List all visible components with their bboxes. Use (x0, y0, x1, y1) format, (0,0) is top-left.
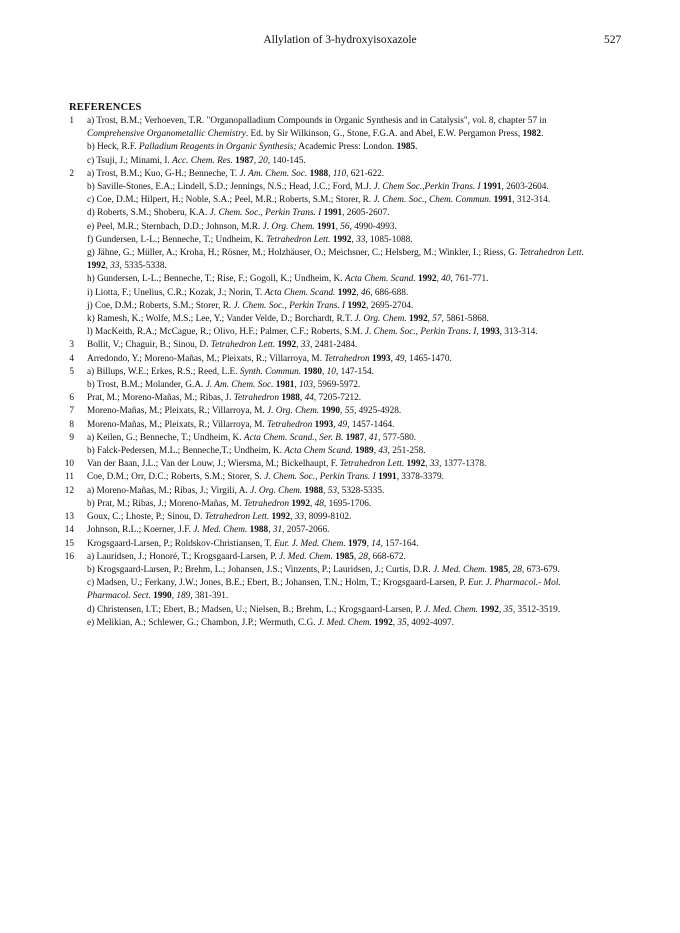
reference-item (60, 432, 600, 458)
citation-entry (87, 419, 600, 432)
reference-number: 6 (69, 393, 74, 404)
citation-italic-text: J. Am. Chem. Soc. (205, 380, 274, 391)
reference-number: 12 (64, 485, 74, 496)
citation-text: , 2695-2704. (366, 300, 414, 311)
citation-text: e) Peel, M.R.; Sternbach, D.D.; Johnson, M.R. (87, 221, 263, 232)
citation-italic-text: 55 (344, 406, 354, 417)
citation-text: , (253, 155, 259, 166)
citation-text: e) Melikian, A.; Schlewer, G.; Chambon, J.P.; Wermuth, C.G. (87, 617, 318, 628)
citation-italic-text: 20 (258, 155, 268, 166)
citation-italic-text: Tetrahedron (324, 353, 370, 364)
citation-year: 1991 (317, 221, 336, 232)
citation-text: , 4092-4097. (406, 617, 454, 628)
citation-entry (87, 577, 600, 603)
citation-year: 1987 (345, 432, 365, 443)
citation-year: 1992 (409, 314, 428, 325)
citation-italic-text: J. Org. Chem. (262, 221, 315, 232)
citation-italic-text: 41 (368, 432, 379, 443)
citation-text: a) Keilen, G.; Benneche, T.; Undheim, K. (87, 432, 244, 443)
citation-entry (87, 432, 600, 445)
citation-text: b) Saville-Stones, E.A.; Lindell, S.D.; Jennings, N.S.; Head, J.C.; Ford, M.J. (87, 182, 374, 193)
reference-item (60, 353, 600, 366)
citation-year: 1979 (347, 538, 367, 549)
citation-text: f) Gundersen, L-L.; Benneche, T.; Undheim, K. (87, 234, 267, 245)
citation-text: , 686-688. (370, 287, 409, 298)
reference-body (87, 538, 600, 551)
citation-italic-text: Tetrahedron Lett. (339, 459, 405, 470)
citation-italic-text: Eur. J. Med. Chem. (274, 538, 346, 549)
reference-item (60, 339, 600, 352)
citation-text: c) Coe, D.M.; Hilpert, H.; Noble, S.A.; Peel, M.R.; Roberts, S.M.; Storer, R. (87, 195, 374, 206)
citation-text: d) Roberts, S.M.; Shoberu, K.A. (87, 208, 210, 219)
citation-text: , (353, 551, 359, 562)
citation-text: k) Ramesh, K.; Wolfe, M.S.; Lee, Y.; Vander Velde, D.; Borchardt, R.T. (87, 314, 355, 325)
citation-text: , 1377-1378. (439, 459, 487, 470)
reference-item (60, 366, 600, 392)
reference-number: 15 (64, 538, 74, 549)
reference-number: 3 (69, 340, 74, 351)
citation-text: , 5969-5972. (312, 380, 361, 391)
citation-text: d) Christensen, I.T.; Ebert, B.; Madsen, U.; Nielsen, B.; Brehm, L.; Krogsgaard-Larsen, P. (87, 604, 425, 615)
citation-year: 1988 (281, 393, 300, 404)
citation-year: 1985 (396, 142, 416, 153)
citation-text: j) Coe, D.M.; Roberts, S.M.; Storer, R. (87, 300, 234, 311)
citation-year: 1992 (291, 498, 310, 509)
citation-italic-text: 43 (378, 446, 388, 457)
citation-italic-text: 33 (429, 459, 440, 470)
citation-italic-text: 40 (441, 274, 451, 285)
citation-year: 1987 (235, 155, 254, 166)
citation-italic-text: 28 (512, 564, 522, 575)
citation-year: 1988 (249, 525, 269, 536)
page-number: 527 (604, 34, 622, 46)
citation-text: , (322, 366, 327, 377)
citation-text: , 313-314. (499, 327, 538, 338)
citation-entry (87, 445, 600, 458)
citation-year: 1991 (378, 472, 397, 483)
citation-entry (87, 141, 600, 154)
citation-text: , 2605-2607. (342, 208, 390, 219)
citation-text: , (364, 432, 369, 443)
reference-item (60, 458, 600, 471)
reference-number: 5 (69, 366, 74, 377)
citation-italic-text: Tetrahedron Lett. (210, 340, 276, 351)
citation-text: a) Moreno-Mañas, M.; Ribas, J.; Virgili, A. (87, 485, 251, 496)
citation-entry (87, 524, 600, 537)
citation-entry (87, 604, 600, 617)
citation-text: Goux, C.; Lhoste, P.; Sinou, D. (87, 512, 205, 523)
citation-italic-text: 48 (314, 498, 324, 509)
citation-text: a) Lauridsen, J.; Honoré, T.; Krogsgaard-Larsen, P. (87, 551, 279, 562)
reference-body (87, 168, 600, 340)
citation-italic-text: J. Med. Chem. (424, 604, 479, 615)
citation-italic-text: 44 (304, 393, 314, 404)
citation-text: , (299, 393, 305, 404)
citation-text: c) Tsuji, J.; Minami, I. (87, 155, 173, 166)
citation-text: , 577-580. (378, 432, 417, 443)
reference-body (87, 405, 600, 418)
citation-text: Coe, D.M.; Orr, D.C.; Roberts, S.M.; Storer, S. (87, 472, 265, 483)
citation-text: i) Liotta, F.; Unelius, C.R.; Kozak, J.; Norin, T. (87, 287, 265, 298)
citation-italic-text: J. Chem. Soc., Perkin Trans. I, (364, 327, 479, 338)
reference-item (60, 471, 600, 484)
citation-text: b) Heck, R.F. (87, 142, 139, 153)
citation-entry (87, 207, 600, 220)
reference-item (60, 524, 600, 537)
citation-italic-text: Tetrahedron (267, 419, 313, 430)
citation-italic-text: Acta Chem. Scand. (344, 274, 416, 285)
citation-italic-text: Synth. Commun. (239, 366, 302, 377)
citation-year: 1992 (417, 274, 437, 285)
citation-text: , (105, 261, 111, 272)
citation-italic-text: J. Chem. Soc., Perkin Trans. I (233, 300, 346, 311)
citation-entry (87, 273, 600, 286)
citation-italic-text: Acta Chem Scand. (284, 446, 353, 457)
citation-text: , (436, 274, 442, 285)
citation-text: , 147-154. (335, 366, 374, 377)
reference-item (60, 168, 600, 340)
citation-text: , 5861-5868. (441, 314, 489, 325)
citation-entry (87, 221, 600, 234)
citation-year: 1980 (303, 366, 322, 377)
citation-text: , 381-391. (190, 591, 229, 602)
citation-italic-text: 103 (299, 380, 313, 391)
reference-number: 13 (64, 512, 74, 523)
citation-italic-text: J. Chem. Soc., Perkin Trans. I (264, 472, 376, 483)
reference-body (87, 551, 600, 630)
citation-year: 1992 (87, 261, 106, 272)
citation-text: , (268, 525, 273, 536)
citation-text: , 5335-5338. (119, 261, 167, 272)
citation-italic-text: Palladium Reagents in Organic Synthesis; (138, 142, 297, 153)
citation-year: 1985 (489, 564, 508, 575)
citation-text: Moreno-Mañas, M.; Pleixats, R.; Villarroya, M. (87, 406, 268, 417)
citation-text: , (390, 353, 396, 364)
citation-italic-text: J. Med. Chem. (193, 525, 248, 536)
citation-entry (87, 551, 600, 564)
citation-year: 1992 (337, 287, 357, 298)
reference-body (87, 353, 600, 366)
citation-year: 1992 (406, 459, 426, 470)
citation-entry (87, 353, 600, 366)
citation-text: , 140-145. (267, 155, 306, 166)
citation-text: c) Madsen, U.; Ferkany, J.W.; Jones, B.E.; Ebert, B.; Johansen, T.N.; Holm, T.; Krogsgaard-Larsen, P. (87, 578, 469, 589)
references-heading: REFERENCES (69, 102, 142, 113)
reference-body (87, 471, 600, 484)
citation-italic-text: 46 (360, 287, 371, 298)
citation-italic-text: 189 (176, 591, 191, 602)
citation-year: 1992 (277, 340, 297, 351)
citation-year: 1991 (482, 182, 502, 193)
citation-italic-text: 33 (294, 512, 305, 523)
citation-text: , 4925-4928. (353, 406, 402, 417)
citation-entry (87, 313, 600, 326)
citation-year: 1991 (323, 208, 343, 219)
citation-italic-text: 110 (332, 168, 347, 179)
citation-italic-text: J. Chem Soc.,Perkin Trans. I (373, 182, 481, 193)
citation-italic-text: Tetrahedron (243, 498, 290, 509)
reference-number: 10 (64, 459, 74, 470)
citation-text: , 673-679. (521, 564, 560, 575)
citation-italic-text: J. Am. Chem. Soc. (239, 168, 308, 179)
citation-italic-text: Tetrahedron Lett. (266, 234, 331, 245)
citation-text: , (507, 564, 513, 575)
citation-text: , 2603-2604. (501, 182, 549, 193)
citation-italic-text: 35 (503, 604, 513, 615)
citation-italic-text: 33 (356, 234, 366, 245)
citation-text: l) MacKeith, R.A.; McCague, R.; Olivo, H.F.; Palmer, C.F.; Roberts, S.M. (87, 327, 365, 338)
citation-text: h) Gundersen, L-L.; Benneche, T.; Rise, F.; Gogoll, K.; Undheim, K. (87, 274, 345, 285)
citation-text: , 3378-3379. (396, 472, 444, 483)
citation-italic-text: 56 (340, 221, 350, 232)
citation-entry (87, 326, 600, 339)
citation-year: 1993 (314, 419, 334, 430)
citation-entry (87, 168, 600, 181)
citation-year: 1992 (271, 512, 291, 523)
citation-text: , (309, 498, 315, 509)
citation-entry (87, 405, 600, 418)
citation-entry (87, 366, 600, 379)
citation-text: Moreno-Mañas, M.; Pleixats, R.; Villarroya, M. (87, 419, 268, 430)
citation-text: , 1085-1088. (365, 234, 413, 245)
citation-text: , 312-314. (512, 195, 551, 206)
citation-entry (87, 181, 600, 194)
citation-italic-text: J. Org. Chem. (250, 485, 303, 496)
citation-entry (87, 564, 600, 577)
citation-italic-text: Tetrahedron Lett. (204, 512, 270, 523)
citation-entry (87, 194, 600, 207)
citation-text: , 2057-2066. (282, 525, 330, 536)
citation-italic-text: 57 (432, 314, 442, 325)
reference-body (87, 511, 600, 524)
citation-entry (87, 617, 600, 630)
citation-text: , (294, 380, 300, 391)
reference-body (87, 366, 600, 392)
citation-year: 1989 (355, 446, 374, 457)
citation-text: b) Falck-Pedersen, M.L.; Benneche,T.; Undheim, K. (87, 446, 285, 457)
citation-year: 1982 (522, 129, 542, 140)
citation-text: a) Trost, B.M.; Verhoeven, T.R. "Organopalladium Compounds in Organic Synthesis and in Catalysis", vol. 8, chapter 57 in (87, 116, 547, 126)
reference-body (87, 432, 600, 458)
citation-text: Johnson, R.L.; Koerner, J.F. (87, 525, 194, 536)
reference-number: 7 (69, 406, 74, 417)
reference-item (60, 405, 600, 418)
citation-year: 1993 (371, 353, 391, 364)
citation-text: , (392, 617, 398, 628)
citation-italic-text: J. Med. Chem. (279, 551, 333, 562)
citation-italic-text: J. Org. Chem. (267, 406, 320, 417)
citation-entry (87, 538, 600, 551)
reference-list (60, 115, 600, 630)
reference-number: 1 (69, 116, 74, 126)
citation-italic-text: J. Chem. Soc., Chem. Commun. (373, 195, 492, 206)
citation-text: , (340, 406, 345, 417)
citation-entry (87, 339, 600, 352)
citation-text: , (296, 340, 301, 351)
reference-number: 14 (64, 525, 74, 536)
citation-italic-text: Acta Chem. Scand., Ser. B. (243, 432, 344, 443)
citation-text: , 157-164. (380, 538, 419, 549)
citation-entry (87, 511, 600, 524)
citation-text: , 4990-4993. (349, 221, 397, 232)
citation-text: , 1457-1464. (347, 419, 395, 430)
citation-text: , (366, 538, 372, 549)
reference-body (87, 458, 600, 471)
citation-text: a) Trost, B.M.; Kuo, G-H.; Benneche, T. (87, 168, 240, 179)
citation-text: , 5328-5335. (337, 485, 385, 496)
citation-entry (87, 155, 600, 168)
citation-italic-text: J. Med. Chem. (433, 564, 488, 575)
reference-item (60, 392, 600, 405)
citation-text: b) Krogsgaard-Larsen, P.; Brehm, L.; Johansen, J.S.; Vinzents, P.; Lauridsen, J.; Curtis, D.R. (87, 564, 434, 575)
citation-entry (87, 247, 600, 273)
citation-year: 1991 (493, 195, 513, 206)
reference-number: 2 (69, 168, 74, 179)
citation-italic-text: J. Med. Chem. (317, 617, 372, 628)
reference-item (60, 551, 600, 630)
citation-text: , 251-258. (387, 446, 426, 457)
reference-number: 16 (64, 551, 74, 562)
citation-year: 1981 (275, 380, 295, 391)
citation-text: , 668-672. (367, 551, 406, 562)
citation-italic-text: Tetrahedron Lett. (519, 248, 584, 259)
citation-entry (87, 379, 600, 392)
citation-text: Arredondo, Y.; Moreno-Mañas, M.; Pleixats, R.; Villarroya, M. (87, 353, 325, 364)
citation-text: , 621-622. (346, 168, 385, 179)
citation-text: , (373, 446, 379, 457)
reference-body (87, 419, 600, 432)
reference-item (60, 485, 600, 511)
citation-text: , (335, 221, 341, 232)
citation-text: , 1695-1706. (323, 498, 372, 509)
citation-text: , (290, 512, 295, 523)
citation-year: 1992 (480, 604, 499, 615)
citation-italic-text: Eur. J. Pharmacol.- Mol. Pharmacol. Sect. (87, 578, 561, 602)
reference-body (87, 485, 600, 511)
citation-italic-text: Acc. Chem. Res. (172, 155, 233, 166)
citation-year: 1990 (321, 406, 341, 417)
reference-body (87, 524, 600, 537)
citation-italic-text: Acta Chem. Scand. (264, 287, 336, 298)
citation-year: 1985 (335, 551, 354, 562)
reference-number: 11 (65, 472, 74, 483)
reference-body (87, 115, 600, 168)
citation-year: 1988 (304, 485, 324, 496)
reference-body (87, 339, 600, 352)
citation-entry (87, 287, 600, 300)
citation-text: Krogsgaard-Larsen, P.; Roldskov-Christiansen, T. (87, 538, 275, 549)
citation-text: , (425, 459, 430, 470)
reference-item (60, 419, 600, 432)
citation-text: , (328, 168, 333, 179)
citation-text: b) Prat, M.; Ribas, J.; Moreno-Mañas, M. (87, 498, 244, 509)
citation-italic-text: 35 (397, 617, 407, 628)
citation-text: , (323, 485, 328, 496)
citation-entry (87, 471, 600, 484)
citation-italic-text: 28 (358, 551, 368, 562)
citation-text: , (427, 314, 433, 325)
citation-text: , (171, 591, 177, 602)
citation-italic-text: J. Chem. Soc., Perkin Trans. I (209, 208, 322, 219)
citation-text: a) Billups, W.E.; Erkes, R.S.; Reed, L.E. (87, 366, 240, 377)
running-title: Allylation of 3-hydroxyisoxazole (263, 34, 417, 46)
citation-italic-text: Tetrahedron (233, 393, 279, 404)
citation-text: , (351, 234, 357, 245)
reference-item (60, 511, 600, 524)
citation-italic-text: Comprehensive Organometallic Chemistry (87, 129, 246, 140)
reference-item (60, 538, 600, 551)
citation-entry (87, 498, 600, 511)
citation-text: , 2481-2484. (310, 340, 358, 351)
citation-entry (87, 234, 600, 247)
reference-number: 9 (69, 432, 74, 443)
citation-text: b) Trost, B.M.; Molander, G.A. (87, 380, 206, 391)
citation-italic-text: 33 (300, 340, 311, 351)
citation-italic-text: 14 (371, 538, 381, 549)
citation-text: , 761-771. (450, 274, 489, 285)
citation-text: Van der Baan, J.L.; Van der Louw, J.; Wiersma, M.; Bickelhaupt, F. (87, 459, 340, 470)
reference-number: 4 (69, 353, 74, 364)
citation-text: . (541, 129, 544, 140)
citation-entry (87, 485, 600, 498)
citation-year: 1993 (481, 327, 500, 338)
citation-italic-text: 33 (110, 261, 120, 272)
citation-text: Academic Press: London. (296, 142, 397, 153)
reference-body (87, 392, 600, 405)
citation-entry (87, 458, 600, 471)
citation-text: , 1465-1470. (404, 353, 452, 364)
citation-text: Prat, M.; Moreno-Mañas, M.; Ribas, J. (87, 393, 234, 404)
citation-italic-text: 31 (272, 525, 283, 536)
citation-text: , (356, 287, 361, 298)
citation-text: . Ed. by Sir Wilkinson, G., Stone, F.G.A. and Abel, E.W. Pergamon Press, (245, 129, 523, 140)
citation-entry (87, 300, 600, 313)
citation-italic-text: 49 (395, 353, 405, 364)
citation-italic-text: 49 (337, 419, 348, 430)
reference-item (60, 115, 600, 168)
citation-italic-text: 53 (327, 485, 338, 496)
citation-text: , 3512-3519. (512, 604, 561, 615)
citation-text: , (333, 419, 338, 430)
citation-year: 1992 (374, 617, 393, 628)
citation-italic-text: J. Org. Chem. (354, 314, 407, 325)
citation-text: , (498, 604, 504, 615)
citation-text: , 7205-7212. (313, 393, 362, 404)
citation-year: 1992 (347, 300, 367, 311)
citation-entry (87, 392, 600, 405)
reference-number: 8 (69, 419, 74, 430)
citation-text: . (415, 142, 418, 153)
citation-text: , 8099-8102. (304, 512, 352, 523)
citation-italic-text: 10 (326, 366, 336, 377)
citation-year: 1990 (153, 591, 172, 602)
citation-year: 1988 (309, 168, 329, 179)
citation-text: g) Jähne, G.; Müller, A.; Kroha, H.; Rösner, M.; Holzhäuser, O.; Meichsner, C.; Helsberg, M.; Winkler, I.; Riess, G. (87, 248, 520, 259)
citation-text: Bollit, V.; Chaguir, B.; Sinou, D. (87, 340, 211, 351)
citation-entry (87, 115, 600, 141)
citation-year: 1992 (332, 234, 352, 245)
